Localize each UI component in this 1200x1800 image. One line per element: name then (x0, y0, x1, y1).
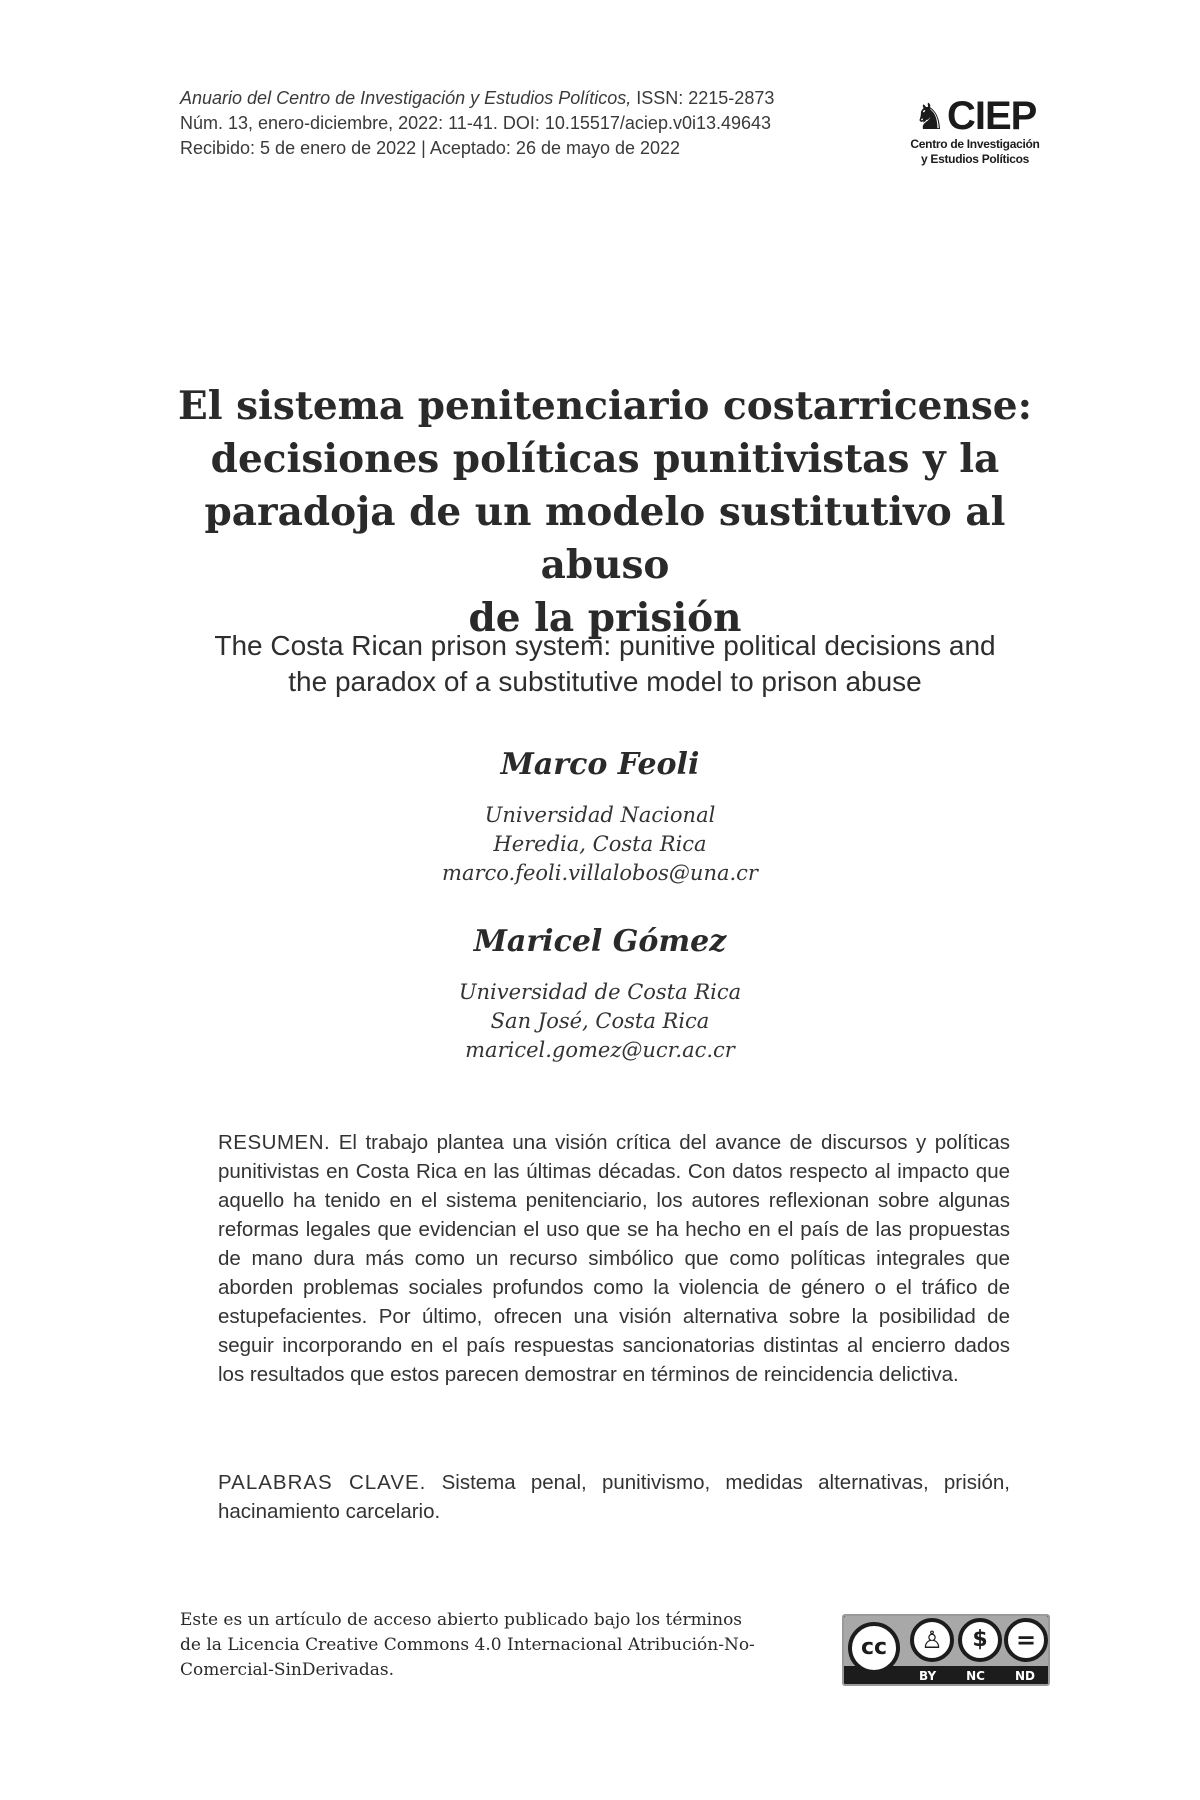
ciep-emblem-icon: ♞ (913, 96, 945, 137)
title-line: El sistema penitenciario costarricense: (177, 383, 1032, 429)
logo-subtitle-1: Centro de Investigación (910, 137, 1040, 151)
keywords-text: Sistema penal, punitivismo, medidas alternativas, prisión, hacinamiento carcelario. (218, 1471, 1010, 1523)
issn: ISSN: 2215-2873 (631, 88, 775, 108)
issue-line: Núm. 13, enero-diciembre, 2022: 11-41. DOI: 10.15517/aciep.v0i13.49643 (180, 113, 772, 133)
abstract (218, 1128, 1010, 1389)
author-location: Heredia, Costa Rica (493, 832, 707, 856)
logo-name: CIEP (946, 94, 1037, 138)
journal-line (180, 86, 880, 111)
license-line: Este es un artículo de acceso abierto publicado bajo los términos (180, 1610, 743, 1630)
noderivatives-icon: = (1004, 1618, 1048, 1662)
author-institution: Universidad de Costa Rica (458, 980, 742, 1004)
article-title (140, 380, 1070, 645)
abstract-label: RESUMEN. (218, 1131, 331, 1154)
cc-icon: cc (848, 1622, 900, 1674)
title-line: de la prisión (468, 595, 742, 641)
creative-commons-badge[interactable] (842, 1614, 1050, 1686)
badge-labels (904, 1666, 1050, 1686)
author-email[interactable]: maricel.gomez@ucr.ac.cr (465, 1038, 735, 1062)
keywords (218, 1468, 1010, 1526)
license-line: de la Licencia Creative Commons 4.0 Internacional Atribución-No- (180, 1635, 755, 1655)
article-header-meta (180, 86, 880, 161)
author-name: Marco Feoli (500, 747, 700, 782)
noncommercial-icon: $ (958, 1618, 1002, 1662)
journal-title: Anuario del Centro de Investigación y Estudios Políticos, (180, 88, 632, 108)
article-english-title (160, 628, 1050, 700)
badge-label-nd: ND (1014, 1669, 1035, 1683)
attribution-icon: ♙ (910, 1618, 954, 1662)
author-block (0, 745, 1200, 888)
author-name: Maricel Gómez (473, 924, 727, 959)
title-line: decisiones políticas punitivistas y la (210, 436, 1000, 482)
title-line: paradoja de un modelo sustitutivo al abuso (204, 489, 1006, 588)
logo-subtitle-2: y Estudios Políticos (920, 152, 1030, 166)
author-location: San José, Costa Rica (490, 1009, 710, 1033)
author-email[interactable]: marco.feoli.villalobos@una.cr (442, 861, 758, 885)
ciep-logo (890, 96, 1060, 167)
english-title-line: the paradox of a substitutive model to prison abuse (288, 666, 922, 697)
author-institution: Universidad Nacional (484, 803, 716, 827)
keywords-label: PALABRAS CLAVE. (218, 1471, 427, 1494)
abstract-text: El trabajo plantea una visión crítica del avance de discursos y políticas punitivistas en Costa Rica en las últimas décadas. Con datos respecto al impacto que aquello ha tenido en el sistema penitenciario, los autores reflexionan sobre algunas reformas legales que evidencian el uso que se ha hecho en el país de las propuestas de mano dura más como un recurso simbólico que como políticas integrales que aborden problemas sociales profundos como la violencia de género o el tráfico de estupefacientes. Por último, ofrecen una visión alternativa sobre la posibilidad de seguir incorporando en el país respuestas sancionatorias distintas al encierro dados los resultados que estos parecen demostrar en términos de reincidencia delictiva. (218, 1131, 1011, 1386)
badge-label-by: BY (918, 1669, 937, 1683)
dates-line: Recibido: 5 de enero de 2022 | Aceptado: 26 de mayo de 2022 (180, 138, 681, 158)
author-block (0, 922, 1200, 1065)
license-line: Comercial-SinDerivadas. (180, 1660, 394, 1680)
license-notice (180, 1608, 820, 1683)
english-title-line: The Costa Rican prison system: punitive political decisions and (214, 630, 996, 661)
badge-label-nc: NC (966, 1669, 985, 1683)
